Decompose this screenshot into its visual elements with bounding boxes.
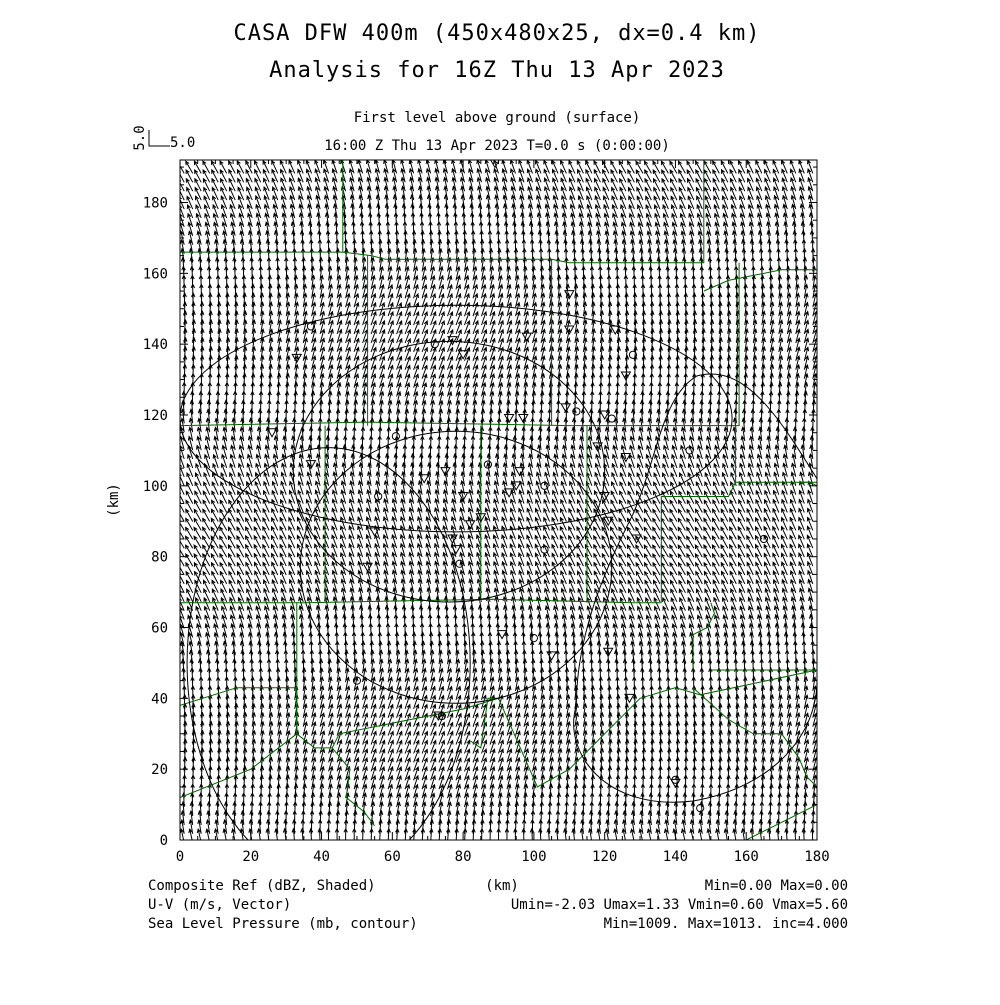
x-tick-label: 80 [454, 849, 472, 865]
x-tick-label: 120 [592, 849, 618, 865]
vector-key [132, 125, 195, 151]
y-tick-label: 20 [151, 762, 168, 779]
time-label: 16:00 Z Thu 13 Apr 2023 T=0.0 s (0:00:00) [324, 138, 670, 154]
footer-left-3: Sea Level Pressure (mb, contour) [148, 916, 418, 932]
station-circle [608, 415, 615, 422]
y-tick-label: 60 [151, 620, 168, 637]
chart-title: CASA DFW 400m (450x480x25, dx=0.4 km) [233, 21, 761, 46]
y-tick-label: 120 [142, 408, 168, 424]
y-tick-label: 180 [142, 195, 168, 212]
chart-subtitle: Analysis for 16Z Thu 13 Apr 2023 [269, 58, 725, 83]
y-tick-label: 40 [151, 691, 168, 708]
x-tick-label: 40 [313, 849, 330, 865]
vector-key-label: 5.0 [170, 135, 196, 151]
x-tick-label: 0 [175, 849, 185, 865]
footer-right-2: Umin=-2.03 Umax=1.33 Vmin=0.60 Vmax=5.60 [510, 897, 848, 913]
y-tick-label: 0 [159, 833, 168, 849]
x-tick-label: 100 [521, 849, 547, 865]
y-tick-label: 100 [142, 478, 168, 495]
x-tick-label: 20 [242, 849, 260, 865]
y-axis-label: (km) [106, 483, 122, 517]
boundary-line [746, 805, 817, 840]
slp-contour [293, 341, 604, 602]
vector-key-unit: 5.0 [132, 125, 148, 151]
x-tick-label: 160 [733, 849, 759, 865]
x-axis-label: (km) [485, 878, 519, 894]
x-tick-label: 140 [662, 849, 689, 865]
wind-vectors [177, 160, 817, 843]
y-tick-label: 160 [142, 266, 168, 283]
x-tick-label: 180 [804, 849, 830, 865]
footer-left-2: U-V (m/s, Vector) [148, 897, 292, 913]
footer-left-1: Composite Ref (dBZ, Shaded) [148, 878, 376, 894]
x-tick-label: 60 [383, 849, 401, 865]
wind-vector-field [177, 160, 817, 843]
y-tick-label: 80 [151, 549, 168, 566]
boundary-line [693, 603, 714, 670]
footer-right-1: Min=0.00 Max=0.00 [704, 878, 848, 894]
level-label: First level above ground (surface) [353, 110, 641, 126]
y-tick-label: 140 [142, 337, 168, 354]
vector-key-arrow [149, 130, 170, 146]
footer-right-3: Min=1009. Max=1013. inc=4.000 [603, 916, 848, 932]
